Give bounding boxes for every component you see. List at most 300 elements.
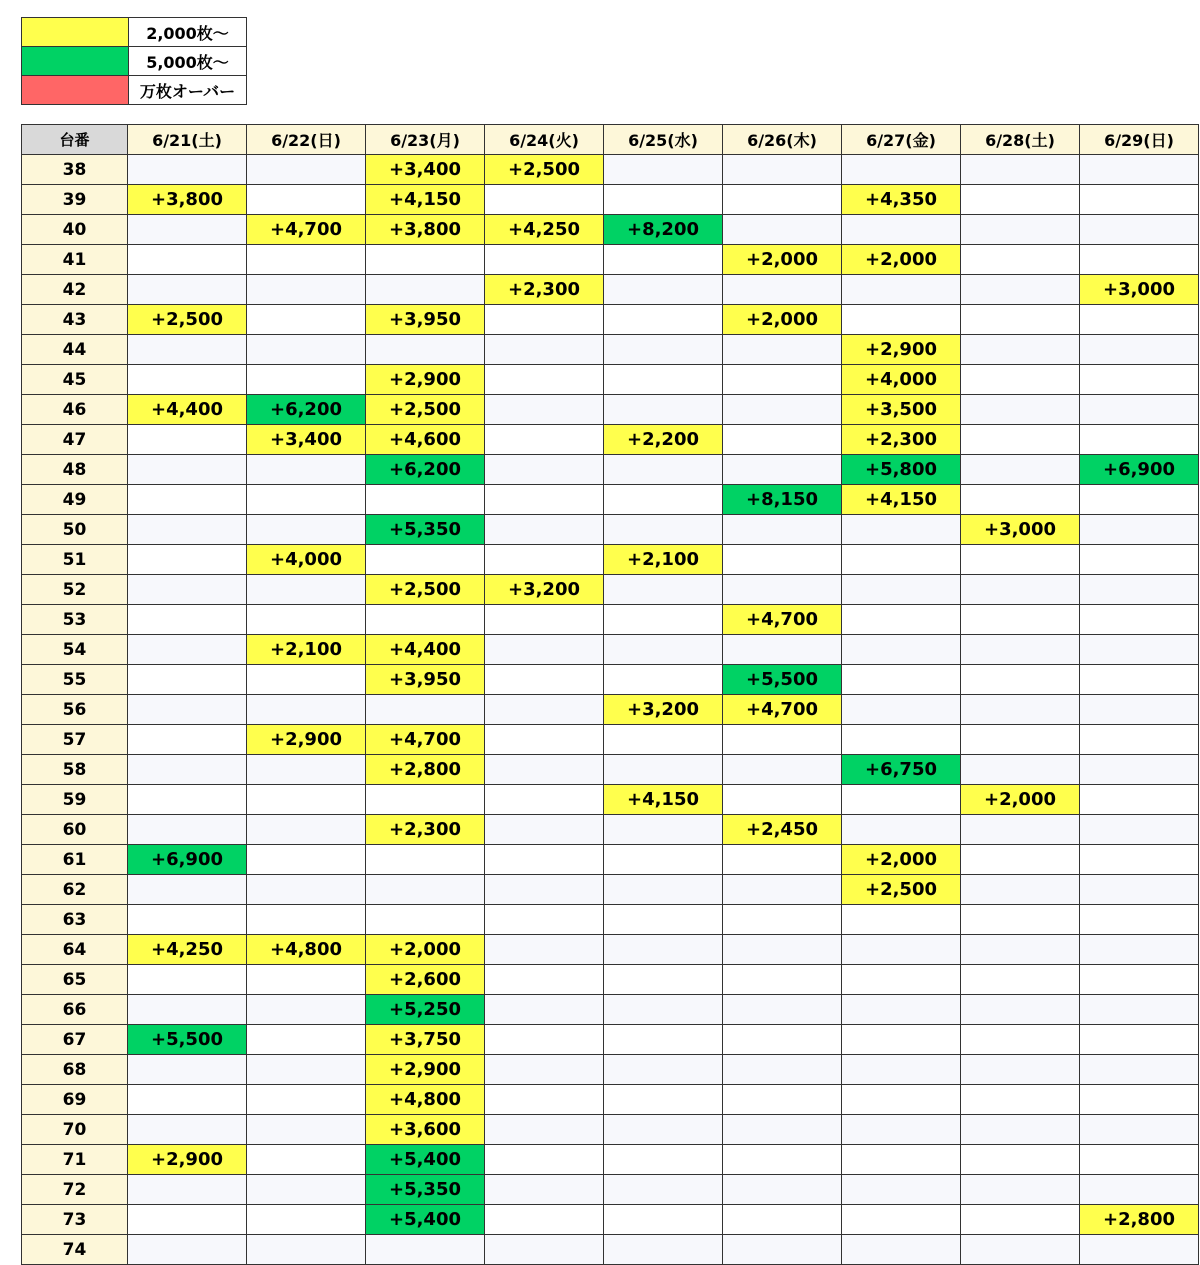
result-cell: +2,900 xyxy=(366,365,485,395)
result-cell xyxy=(842,215,961,245)
result-cell xyxy=(366,785,485,815)
result-cell xyxy=(842,1115,961,1145)
machine-number: 72 xyxy=(22,1175,128,1205)
result-cell xyxy=(1080,335,1199,365)
result-cell xyxy=(604,965,723,995)
result-cell xyxy=(128,785,247,815)
result-cell xyxy=(247,1055,366,1085)
result-cell xyxy=(128,365,247,395)
result-cell xyxy=(604,575,723,605)
result-cell xyxy=(247,665,366,695)
result-cell xyxy=(842,605,961,635)
result-cell xyxy=(128,1055,247,1085)
result-cell: +4,400 xyxy=(128,395,247,425)
result-cell xyxy=(366,695,485,725)
result-cell xyxy=(842,1205,961,1235)
table-row xyxy=(22,395,1199,425)
result-cell: +4,700 xyxy=(723,695,842,725)
result-cell xyxy=(247,1025,366,1055)
result-cell: +2,500 xyxy=(842,875,961,905)
result-cell xyxy=(842,275,961,305)
machine-number: 54 xyxy=(22,635,128,665)
result-cell xyxy=(723,1055,842,1085)
result-cell xyxy=(842,1085,961,1115)
machine-number: 51 xyxy=(22,545,128,575)
result-cell xyxy=(961,335,1080,365)
result-cell: +2,000 xyxy=(366,935,485,965)
result-cell xyxy=(128,755,247,785)
table-row xyxy=(22,1085,1199,1115)
table-row xyxy=(22,1115,1199,1145)
result-cell xyxy=(247,575,366,605)
date-header: 6/26(木) xyxy=(723,125,842,155)
result-cell xyxy=(485,1145,604,1175)
result-cell xyxy=(723,155,842,185)
machine-number: 38 xyxy=(22,155,128,185)
result-cell xyxy=(723,995,842,1025)
result-cell xyxy=(247,455,366,485)
result-cell xyxy=(723,275,842,305)
result-cell: +5,350 xyxy=(366,515,485,545)
result-cell xyxy=(604,1055,723,1085)
result-cell xyxy=(366,905,485,935)
result-cell xyxy=(247,1235,366,1265)
machine-number: 41 xyxy=(22,245,128,275)
result-cell xyxy=(604,365,723,395)
result-cell xyxy=(128,545,247,575)
result-cell xyxy=(485,605,604,635)
result-cell xyxy=(842,725,961,755)
result-cell xyxy=(723,1145,842,1175)
result-cell: +3,800 xyxy=(128,185,247,215)
date-header: 6/22(日) xyxy=(247,125,366,155)
table-row xyxy=(22,785,1199,815)
result-cell xyxy=(1080,215,1199,245)
result-cell xyxy=(128,155,247,185)
result-cell xyxy=(842,935,961,965)
result-cell xyxy=(1080,815,1199,845)
result-cell xyxy=(485,965,604,995)
legend-row xyxy=(22,47,247,76)
result-cell xyxy=(366,275,485,305)
machine-number: 74 xyxy=(22,1235,128,1265)
result-cell xyxy=(128,995,247,1025)
result-cell xyxy=(842,1235,961,1265)
result-cell xyxy=(247,305,366,335)
result-cell xyxy=(485,845,604,875)
result-cell xyxy=(961,425,1080,455)
machine-number: 40 xyxy=(22,215,128,245)
result-cell: +2,100 xyxy=(604,545,723,575)
machine-number-header: 台番 xyxy=(22,125,128,155)
result-cell xyxy=(485,815,604,845)
result-cell: +4,250 xyxy=(128,935,247,965)
result-cell: +4,150 xyxy=(842,485,961,515)
result-cell xyxy=(961,155,1080,185)
result-cell xyxy=(1080,1115,1199,1145)
date-header: 6/25(水) xyxy=(604,125,723,155)
result-cell xyxy=(366,605,485,635)
result-cell xyxy=(604,845,723,875)
result-cell: +4,000 xyxy=(842,365,961,395)
table-row xyxy=(22,155,1199,185)
result-cell xyxy=(961,1205,1080,1235)
result-cell: +2,500 xyxy=(128,305,247,335)
result-cell xyxy=(842,995,961,1025)
result-cell xyxy=(604,305,723,335)
result-cell xyxy=(1080,845,1199,875)
result-cell: +3,500 xyxy=(842,395,961,425)
result-cell xyxy=(842,1055,961,1085)
result-cell xyxy=(128,515,247,545)
result-cell xyxy=(961,1175,1080,1205)
results-table xyxy=(21,124,1199,1265)
table-row xyxy=(22,545,1199,575)
result-cell xyxy=(1080,395,1199,425)
result-cell xyxy=(723,785,842,815)
result-cell: +6,900 xyxy=(128,845,247,875)
result-cell xyxy=(485,425,604,455)
result-cell xyxy=(1080,605,1199,635)
result-cell xyxy=(723,1025,842,1055)
result-cell xyxy=(485,365,604,395)
table-row xyxy=(22,455,1199,485)
legend-table xyxy=(21,17,247,105)
result-cell xyxy=(485,395,604,425)
result-cell: +4,150 xyxy=(604,785,723,815)
legend-label: 2,000枚〜 xyxy=(129,18,247,47)
result-cell xyxy=(961,455,1080,485)
result-cell xyxy=(842,905,961,935)
result-cell xyxy=(1080,1175,1199,1205)
result-cell xyxy=(961,755,1080,785)
result-cell: +3,800 xyxy=(366,215,485,245)
result-cell xyxy=(485,905,604,935)
result-cell: +2,000 xyxy=(723,305,842,335)
legend-label: 5,000枚〜 xyxy=(129,47,247,76)
result-cell xyxy=(604,485,723,515)
result-cell xyxy=(842,1145,961,1175)
result-cell xyxy=(842,155,961,185)
result-cell xyxy=(247,155,366,185)
result-cell xyxy=(366,545,485,575)
result-cell: +4,700 xyxy=(723,605,842,635)
result-cell xyxy=(128,275,247,305)
machine-number: 58 xyxy=(22,755,128,785)
machine-number: 56 xyxy=(22,695,128,725)
result-cell: +2,900 xyxy=(247,725,366,755)
table-row xyxy=(22,875,1199,905)
result-cell xyxy=(1080,185,1199,215)
result-cell xyxy=(485,695,604,725)
result-cell xyxy=(723,845,842,875)
result-cell xyxy=(1080,245,1199,275)
result-cell xyxy=(485,635,604,665)
result-cell xyxy=(961,635,1080,665)
result-cell xyxy=(842,695,961,725)
result-cell xyxy=(604,185,723,215)
table-row xyxy=(22,665,1199,695)
result-cell xyxy=(128,875,247,905)
result-cell xyxy=(128,485,247,515)
result-cell xyxy=(604,1205,723,1235)
result-cell xyxy=(961,245,1080,275)
result-cell: +5,800 xyxy=(842,455,961,485)
result-cell xyxy=(842,635,961,665)
result-cell xyxy=(961,695,1080,725)
result-cell xyxy=(723,365,842,395)
result-cell xyxy=(247,995,366,1025)
result-cell xyxy=(485,875,604,905)
result-cell xyxy=(1080,365,1199,395)
table-row xyxy=(22,845,1199,875)
result-cell xyxy=(1080,1145,1199,1175)
result-cell xyxy=(723,425,842,455)
machine-number: 50 xyxy=(22,515,128,545)
result-cell xyxy=(842,665,961,695)
result-cell: +3,200 xyxy=(604,695,723,725)
machine-number: 43 xyxy=(22,305,128,335)
result-cell: +2,800 xyxy=(1080,1205,1199,1235)
result-cell: +4,150 xyxy=(366,185,485,215)
result-cell xyxy=(842,965,961,995)
result-cell xyxy=(961,1145,1080,1175)
result-cell xyxy=(247,365,366,395)
table-row xyxy=(22,695,1199,725)
result-cell xyxy=(485,665,604,695)
result-cell xyxy=(723,575,842,605)
result-cell xyxy=(604,995,723,1025)
result-cell xyxy=(842,815,961,845)
machine-number: 71 xyxy=(22,1145,128,1175)
result-cell: +2,300 xyxy=(366,815,485,845)
result-cell xyxy=(604,395,723,425)
result-cell xyxy=(247,1085,366,1115)
result-cell xyxy=(247,875,366,905)
result-cell: +3,400 xyxy=(366,155,485,185)
result-cell xyxy=(247,485,366,515)
result-cell: +4,400 xyxy=(366,635,485,665)
result-cell xyxy=(723,395,842,425)
result-cell xyxy=(1080,995,1199,1025)
result-cell xyxy=(961,725,1080,755)
result-cell xyxy=(961,605,1080,635)
result-cell xyxy=(961,545,1080,575)
date-header: 6/24(火) xyxy=(485,125,604,155)
result-cell xyxy=(842,785,961,815)
result-cell: +2,450 xyxy=(723,815,842,845)
result-cell xyxy=(128,905,247,935)
machine-number: 73 xyxy=(22,1205,128,1235)
result-cell: +4,000 xyxy=(247,545,366,575)
result-cell xyxy=(723,725,842,755)
result-cell: +3,950 xyxy=(366,305,485,335)
result-cell: +2,500 xyxy=(485,155,604,185)
result-cell xyxy=(247,695,366,725)
result-cell xyxy=(366,1235,485,1265)
result-cell xyxy=(842,515,961,545)
result-cell xyxy=(128,815,247,845)
result-cell xyxy=(723,1205,842,1235)
machine-number: 55 xyxy=(22,665,128,695)
result-cell: +4,700 xyxy=(247,215,366,245)
result-cell xyxy=(604,1115,723,1145)
result-cell: +2,600 xyxy=(366,965,485,995)
result-cell xyxy=(485,1175,604,1205)
result-cell xyxy=(961,275,1080,305)
result-cell xyxy=(247,1205,366,1235)
result-cell: +2,900 xyxy=(842,335,961,365)
result-cell xyxy=(1080,665,1199,695)
result-cell xyxy=(1080,905,1199,935)
result-cell: +4,350 xyxy=(842,185,961,215)
table-row xyxy=(22,1025,1199,1055)
machine-number: 70 xyxy=(22,1115,128,1145)
result-cell xyxy=(128,665,247,695)
result-cell xyxy=(604,245,723,275)
result-cell xyxy=(723,875,842,905)
result-cell xyxy=(128,575,247,605)
result-cell xyxy=(723,1085,842,1115)
result-cell: +3,600 xyxy=(366,1115,485,1145)
result-cell xyxy=(604,1175,723,1205)
result-cell xyxy=(1080,575,1199,605)
result-cell xyxy=(1080,155,1199,185)
date-header: 6/28(土) xyxy=(961,125,1080,155)
machine-number: 64 xyxy=(22,935,128,965)
table-row xyxy=(22,185,1199,215)
machine-number: 59 xyxy=(22,785,128,815)
result-cell xyxy=(723,965,842,995)
result-cell xyxy=(128,725,247,755)
table-row xyxy=(22,905,1199,935)
result-cell xyxy=(128,965,247,995)
result-cell xyxy=(604,275,723,305)
result-cell xyxy=(1080,1235,1199,1265)
table-row xyxy=(22,935,1199,965)
machine-number: 68 xyxy=(22,1055,128,1085)
result-cell: +6,200 xyxy=(247,395,366,425)
result-cell: +6,750 xyxy=(842,755,961,785)
result-cell: +3,950 xyxy=(366,665,485,695)
machine-number: 67 xyxy=(22,1025,128,1055)
result-cell xyxy=(247,755,366,785)
machine-number: 44 xyxy=(22,335,128,365)
result-cell: +4,800 xyxy=(366,1085,485,1115)
result-cell: +6,900 xyxy=(1080,455,1199,485)
result-cell xyxy=(1080,785,1199,815)
result-cell xyxy=(485,1025,604,1055)
table-row xyxy=(22,1175,1199,1205)
result-cell: +5,400 xyxy=(366,1145,485,1175)
result-cell xyxy=(128,455,247,485)
result-cell xyxy=(247,1145,366,1175)
table-row xyxy=(22,605,1199,635)
result-cell xyxy=(604,755,723,785)
table-row xyxy=(22,515,1199,545)
result-cell xyxy=(604,815,723,845)
result-cell: +3,200 xyxy=(485,575,604,605)
table-row xyxy=(22,245,1199,275)
result-cell xyxy=(247,1175,366,1205)
table-row xyxy=(22,335,1199,365)
result-cell xyxy=(128,635,247,665)
result-cell xyxy=(1080,935,1199,965)
result-cell xyxy=(485,1085,604,1115)
result-cell xyxy=(485,1055,604,1085)
machine-number: 60 xyxy=(22,815,128,845)
result-cell xyxy=(604,515,723,545)
result-cell xyxy=(485,725,604,755)
result-cell xyxy=(723,1175,842,1205)
result-cell: +5,500 xyxy=(723,665,842,695)
machine-number: 45 xyxy=(22,365,128,395)
result-cell xyxy=(723,1235,842,1265)
result-cell xyxy=(1080,485,1199,515)
result-cell: +2,300 xyxy=(485,275,604,305)
result-cell xyxy=(247,605,366,635)
table-row xyxy=(22,485,1199,515)
result-cell xyxy=(128,1235,247,1265)
result-cell: +5,250 xyxy=(366,995,485,1025)
machine-number: 57 xyxy=(22,725,128,755)
result-cell xyxy=(128,245,247,275)
result-cell: +2,000 xyxy=(842,245,961,275)
legend-swatch xyxy=(22,18,129,47)
legend-swatch xyxy=(22,76,129,105)
result-cell xyxy=(842,1175,961,1205)
result-cell xyxy=(247,965,366,995)
result-cell: +2,800 xyxy=(366,755,485,785)
result-cell xyxy=(485,1115,604,1145)
result-cell xyxy=(485,185,604,215)
machine-number: 39 xyxy=(22,185,128,215)
result-cell xyxy=(961,845,1080,875)
legend-label: 万枚オーバー xyxy=(129,76,247,105)
result-cell xyxy=(723,455,842,485)
result-cell xyxy=(842,575,961,605)
result-cell xyxy=(366,335,485,365)
result-cell xyxy=(1080,1055,1199,1085)
result-cell xyxy=(604,875,723,905)
machine-number: 53 xyxy=(22,605,128,635)
result-cell xyxy=(604,665,723,695)
result-cell xyxy=(485,485,604,515)
legend-swatch xyxy=(22,47,129,76)
result-cell xyxy=(485,935,604,965)
table-row xyxy=(22,1145,1199,1175)
result-cell xyxy=(961,1055,1080,1085)
result-cell xyxy=(842,545,961,575)
result-cell xyxy=(961,185,1080,215)
result-cell xyxy=(961,365,1080,395)
result-cell xyxy=(247,275,366,305)
result-cell: +5,400 xyxy=(366,1205,485,1235)
result-cell: +4,250 xyxy=(485,215,604,245)
result-cell xyxy=(961,875,1080,905)
result-cell xyxy=(485,305,604,335)
result-cell xyxy=(485,335,604,365)
result-cell xyxy=(247,1115,366,1145)
result-cell xyxy=(723,335,842,365)
result-cell xyxy=(485,245,604,275)
result-cell xyxy=(842,1025,961,1055)
result-cell xyxy=(604,1085,723,1115)
table-row xyxy=(22,1235,1199,1265)
table-row xyxy=(22,995,1199,1025)
result-cell xyxy=(1080,425,1199,455)
result-cell xyxy=(247,905,366,935)
